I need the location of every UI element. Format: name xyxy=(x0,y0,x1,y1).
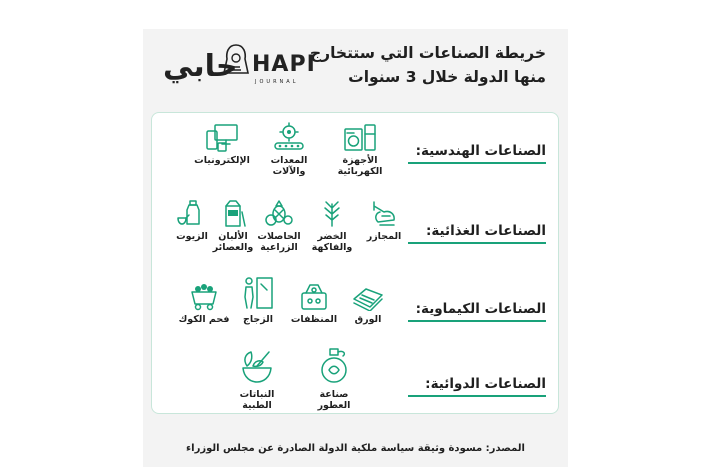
item-electronics xyxy=(190,122,254,166)
item-oil xyxy=(160,198,224,242)
sector-pharma: الصناعات الدوائية: xyxy=(408,376,546,397)
herbs-mortar-icon xyxy=(237,346,277,386)
slaughterhouse-icon xyxy=(368,198,400,228)
electronics-icon xyxy=(204,122,240,152)
item-label: الألبان والعصائر xyxy=(212,231,254,253)
item-label: الحاصلات الزراعية xyxy=(257,231,301,253)
item-machinery xyxy=(257,122,321,177)
infographic-card xyxy=(143,29,568,467)
title-line-2: منها الدولة خلال 3 سنوات xyxy=(348,68,546,86)
logo-latin: HAPI xyxy=(252,52,316,77)
item-perfume xyxy=(302,346,366,411)
appliances-icon xyxy=(342,122,378,152)
item-appliances xyxy=(328,122,392,177)
pharaoh-emblem-icon xyxy=(221,43,251,77)
logo-subtitle: JOURNAL xyxy=(255,79,299,85)
item-label: فحم الكوك xyxy=(178,314,230,325)
item-label: الورق xyxy=(354,314,382,325)
sector-engineering: الصناعات الهندسية: xyxy=(408,143,546,164)
item-label: صناعة العطور xyxy=(317,389,351,411)
sector-food: الصناعات الغذائية: xyxy=(408,223,546,244)
item-label: المجازر xyxy=(366,231,402,242)
crops-icon xyxy=(263,198,295,228)
sector-chemical: الصناعات الكيماوية: xyxy=(408,301,546,322)
item-label: الأجهزة الكهربائية xyxy=(337,155,383,177)
item-detergents xyxy=(282,281,346,325)
coke-cart-icon xyxy=(186,281,222,311)
glass-icon xyxy=(240,275,276,311)
logo-arabic: حابي xyxy=(163,49,238,84)
perfume-icon xyxy=(316,346,352,386)
item-label: الزيوت xyxy=(176,231,208,242)
item-herbs-mortar xyxy=(225,346,289,411)
item-label: النباتات الطبية xyxy=(239,389,275,411)
industries-panel xyxy=(151,112,559,414)
title-line-1: خريطة الصناعات التي ستتخارج xyxy=(310,44,546,62)
item-label: المنظفات xyxy=(290,314,338,325)
machinery-icon xyxy=(271,122,307,152)
item-label: الزجاج xyxy=(243,314,273,325)
item-coke-cart xyxy=(172,281,236,325)
item-label: الخضر والفاكهة xyxy=(311,231,353,253)
detergents-icon xyxy=(296,281,332,311)
vegetables-icon xyxy=(316,198,348,228)
oil-icon xyxy=(176,198,208,228)
source-note: المصدر: مسودة وثيقة سياسة ملكية الدولة الصادرة عن مجلس الوزراء xyxy=(186,443,525,454)
item-label: الإلكترونيات xyxy=(194,155,250,166)
paper-icon xyxy=(350,281,386,311)
item-label: المعدات والآلات xyxy=(270,155,308,177)
